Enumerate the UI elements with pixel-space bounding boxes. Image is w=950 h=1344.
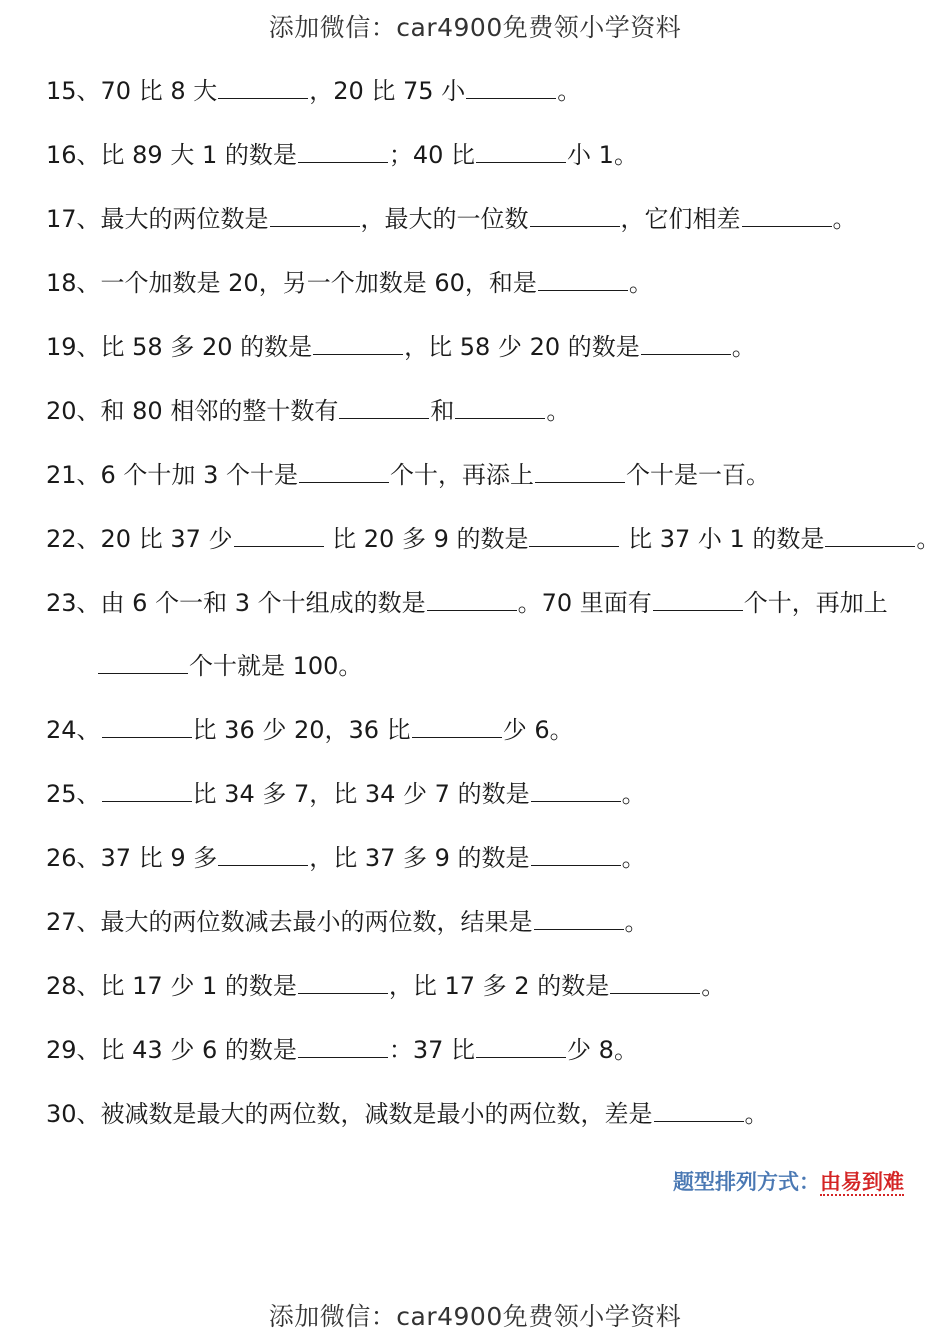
question-text: 15、70 比 8 大 [46,77,218,105]
question-text: 。 [916,525,941,553]
question-text: ，比 17 多 2 的数是 [388,972,610,1000]
question-text: 26、37 比 9 多 [46,844,218,872]
question-text: 。 [621,844,646,872]
answer-blank[interactable] [298,1035,388,1058]
question-text: 比 34 多 7，比 34 少 7 的数是 [192,780,530,808]
answer-blank[interactable] [102,715,192,738]
question-text: 。 [744,1100,769,1128]
answer-blank[interactable] [534,907,624,930]
difficulty-value: 由易到难 [820,1170,904,1194]
question-text: 28、比 17 少 1 的数是 [46,972,297,1000]
question-text: 少 8。 [567,1036,638,1064]
question-text: 小 1。 [567,141,638,169]
answer-blank[interactable] [531,779,621,802]
question-29 [46,1035,638,1065]
watermark-bottom: 添加微信：car4900免费领小学资料 [268,1302,682,1331]
difficulty-note [673,1166,904,1196]
answer-blank[interactable] [234,524,324,547]
question-20 [46,396,570,426]
question-text: 27、最大的两位数减去最小的两位数，结果是 [46,908,533,936]
question-text: 。70 里面有 [517,589,652,617]
answer-blank[interactable] [427,588,517,611]
answer-blank[interactable] [466,76,556,99]
answer-blank[interactable] [218,76,308,99]
question-text: 比 36 少 20，36 比 [192,716,411,744]
question-30 [46,1099,769,1129]
answer-blank[interactable] [313,332,403,355]
question-23b [97,651,362,681]
question-text: 22、20 比 37 少 [46,525,233,553]
answer-blank[interactable] [531,843,621,866]
question-text: 个十，再加上 [743,589,888,617]
question-text: ，比 37 多 9 的数是 [309,844,530,872]
answer-blank[interactable] [654,1099,744,1122]
question-text: 30、被减数是最大的两位数，减数是最小的两位数，差是 [46,1100,653,1128]
question-21 [46,460,770,490]
question-text: 29、比 43 少 6 的数是 [46,1036,297,1064]
question-text: ；40 比 [388,141,476,169]
question-text: 比 37 小 1 的数是 [620,525,825,553]
answer-blank[interactable] [218,843,308,866]
question-text: 。 [557,77,582,105]
question-26 [46,843,646,873]
question-text: 。 [832,205,857,233]
question-text: ，20 比 75 小 [309,77,466,105]
question-text: 20、和 80 相邻的整十数有 [46,397,339,425]
question-text: 少 6。 [502,716,574,744]
question-25 [46,779,646,809]
question-text: 17、最大的两位数是 [46,205,269,233]
question-23 [46,588,888,618]
question-24 [46,715,574,745]
answer-blank[interactable] [529,524,619,547]
question-16 [46,140,638,170]
difficulty-label: 题型排列方式： [673,1170,820,1194]
answer-blank[interactable] [455,396,545,419]
question-18 [46,268,653,298]
answer-blank[interactable] [98,651,188,674]
answer-blank[interactable] [102,779,192,802]
question-text: 。 [621,780,646,808]
answer-blank[interactable] [270,204,360,227]
answer-blank[interactable] [476,1035,566,1058]
watermark-top: 添加微信：car4900免费领小学资料 [268,13,682,42]
answer-blank[interactable] [538,268,628,291]
question-text: 19、比 58 多 20 的数是 [46,333,313,361]
question-text: 比 20 多 9 的数是 [324,525,529,553]
question-text: 个十，再添上 [389,461,534,489]
question-text: 23、由 6 个一和 3 个十组成的数是 [46,589,426,617]
question-15 [46,76,581,106]
answer-blank[interactable] [825,524,915,547]
answer-blank[interactable] [298,140,388,163]
question-text: 16、比 89 大 1 的数是 [46,141,297,169]
answer-blank[interactable] [339,396,429,419]
question-text: ，最大的一位数 [360,205,529,233]
answer-blank[interactable] [653,588,743,611]
question-27 [46,907,649,937]
answer-blank[interactable] [476,140,566,163]
answer-blank[interactable] [298,971,388,994]
question-28 [46,971,725,1001]
question-text: ：37 比 [388,1036,476,1064]
answer-blank[interactable] [299,460,389,483]
question-text: 。 [731,333,756,361]
answer-blank[interactable] [412,715,502,738]
question-text: 和 [430,397,455,425]
question-text: 。 [546,397,571,425]
question-22 [46,524,940,554]
question-text: 。 [628,269,653,297]
question-text: 个十是一百。 [625,461,770,489]
answer-blank[interactable] [530,204,620,227]
answer-blank[interactable] [535,460,625,483]
answer-blank[interactable] [641,332,731,355]
question-text: 。 [701,972,726,1000]
question-text: ，它们相差 [620,205,741,233]
question-text: ，比 58 少 20 的数是 [404,333,640,361]
question-text: 。 [624,908,649,936]
question-17 [46,204,857,234]
question-19 [46,332,756,362]
question-text: 18、一个加数是 20，另一个加数是 60，和是 [46,269,537,297]
question-text: 24、 [46,716,101,744]
question-text: 个十就是 100。 [189,652,363,680]
answer-blank[interactable] [610,971,700,994]
answer-blank[interactable] [742,204,832,227]
question-text: 25、 [46,780,101,808]
question-text: 21、6 个十加 3 个十是 [46,461,298,489]
